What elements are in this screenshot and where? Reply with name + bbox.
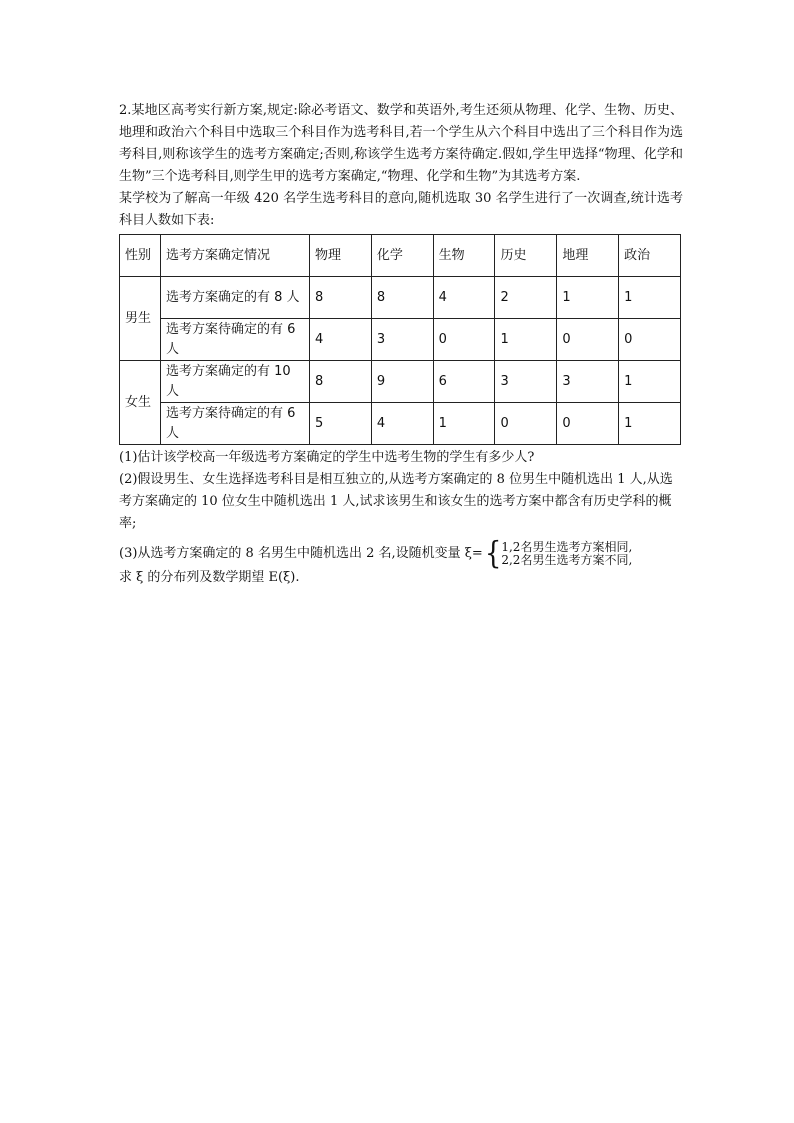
case-1: 1,2名男生选考方案相同, xyxy=(501,540,633,554)
count-cell: 3 xyxy=(557,361,619,403)
problem-intro xyxy=(119,100,683,232)
count-cell: 8 xyxy=(310,361,372,403)
question-1: (1)估计该学校高一年级选考方案确定的学生中选考生物的学生有多少人? xyxy=(119,450,535,465)
header-subject: 物理 xyxy=(310,235,372,277)
count-cell: 0 xyxy=(433,319,495,361)
gender-cell-male: 男生 xyxy=(120,277,161,361)
header-subject: 历史 xyxy=(495,235,557,277)
survey-description: 某学校为了解高一年级 420 名学生选考科目的意向,随机选取 30 名学生进行了一次调查,统计选考科目人数如下表: xyxy=(119,191,683,228)
piecewise-definition xyxy=(484,536,633,572)
question-2: (2)假设男生、女生选择选考科目是相互独立的,从选考方案确定的 8 位男生中随机选出 1 人,从选考方案确定的 10 位女生中随机选出 1 人,试求该男生和该女生的选考方案中都含有历史学科的概率; xyxy=(119,472,673,531)
status-cell: 选考方案确定的有 8 人 xyxy=(161,277,310,319)
count-cell: 1 xyxy=(557,277,619,319)
count-cell: 4 xyxy=(433,277,495,319)
table-row xyxy=(120,319,681,361)
table-header-row xyxy=(120,235,681,277)
count-cell: 1 xyxy=(619,277,681,319)
header-subject: 地理 xyxy=(557,235,619,277)
table-row xyxy=(120,403,681,445)
count-cell: 1 xyxy=(495,319,557,361)
count-cell: 6 xyxy=(433,361,495,403)
count-cell: 4 xyxy=(310,319,372,361)
count-cell: 5 xyxy=(310,403,372,445)
left-brace-icon: { xyxy=(484,536,502,572)
problem-content xyxy=(119,100,683,589)
gender-cell-female: 女生 xyxy=(120,361,161,445)
question-3-tail: 求 ξ 的分布列及数学期望 E(ξ). xyxy=(119,570,300,585)
case-2: 2,2名男生选考方案不同, xyxy=(501,553,633,567)
question-3 xyxy=(119,536,683,572)
question-3-lead: (3)从选考方案确定的 8 名男生中随机选出 2 名,设随机变量 ξ= xyxy=(119,546,483,561)
problem-statement: 2.某地区高考实行新方案,规定:除必考语文、数学和英语外,考生还须从物理、化学、生物、历史、地理和政治六个科目中选取三个科目作为选考科目,若一个学生从六个科目中选出了三个科目作为选考科目,则称该学生的选考方案确定;否则,称该学生选考方案待确定.假如,学生甲选择“物理、化学和生物”三个选考科目,则学生甲的选考方案确定,“物理、化学和生物”为其选考方案. xyxy=(119,103,683,184)
header-subject: 政治 xyxy=(619,235,681,277)
header-status: 选考方案确定情况 xyxy=(161,235,310,277)
status-cell: 选考方案待确定的有 6 人 xyxy=(161,403,310,445)
count-cell: 0 xyxy=(557,403,619,445)
count-cell: 8 xyxy=(310,277,372,319)
count-cell: 9 xyxy=(371,361,433,403)
questions xyxy=(119,447,683,589)
header-subject: 生物 xyxy=(433,235,495,277)
survey-table xyxy=(119,234,681,445)
count-cell: 1 xyxy=(433,403,495,445)
count-cell: 1 xyxy=(619,403,681,445)
table-row xyxy=(120,277,681,319)
count-cell: 3 xyxy=(495,361,557,403)
count-cell: 2 xyxy=(495,277,557,319)
status-cell: 选考方案确定的有 10 人 xyxy=(161,361,310,403)
count-cell: 4 xyxy=(371,403,433,445)
count-cell: 0 xyxy=(557,319,619,361)
count-cell: 8 xyxy=(371,277,433,319)
count-cell: 3 xyxy=(371,319,433,361)
count-cell: 1 xyxy=(619,361,681,403)
count-cell: 0 xyxy=(619,319,681,361)
count-cell: 0 xyxy=(495,403,557,445)
piecewise-cases xyxy=(501,541,632,567)
header-gender: 性别 xyxy=(120,235,161,277)
table-row xyxy=(120,361,681,403)
status-cell: 选考方案待确定的有 6 人 xyxy=(161,319,310,361)
header-subject: 化学 xyxy=(371,235,433,277)
